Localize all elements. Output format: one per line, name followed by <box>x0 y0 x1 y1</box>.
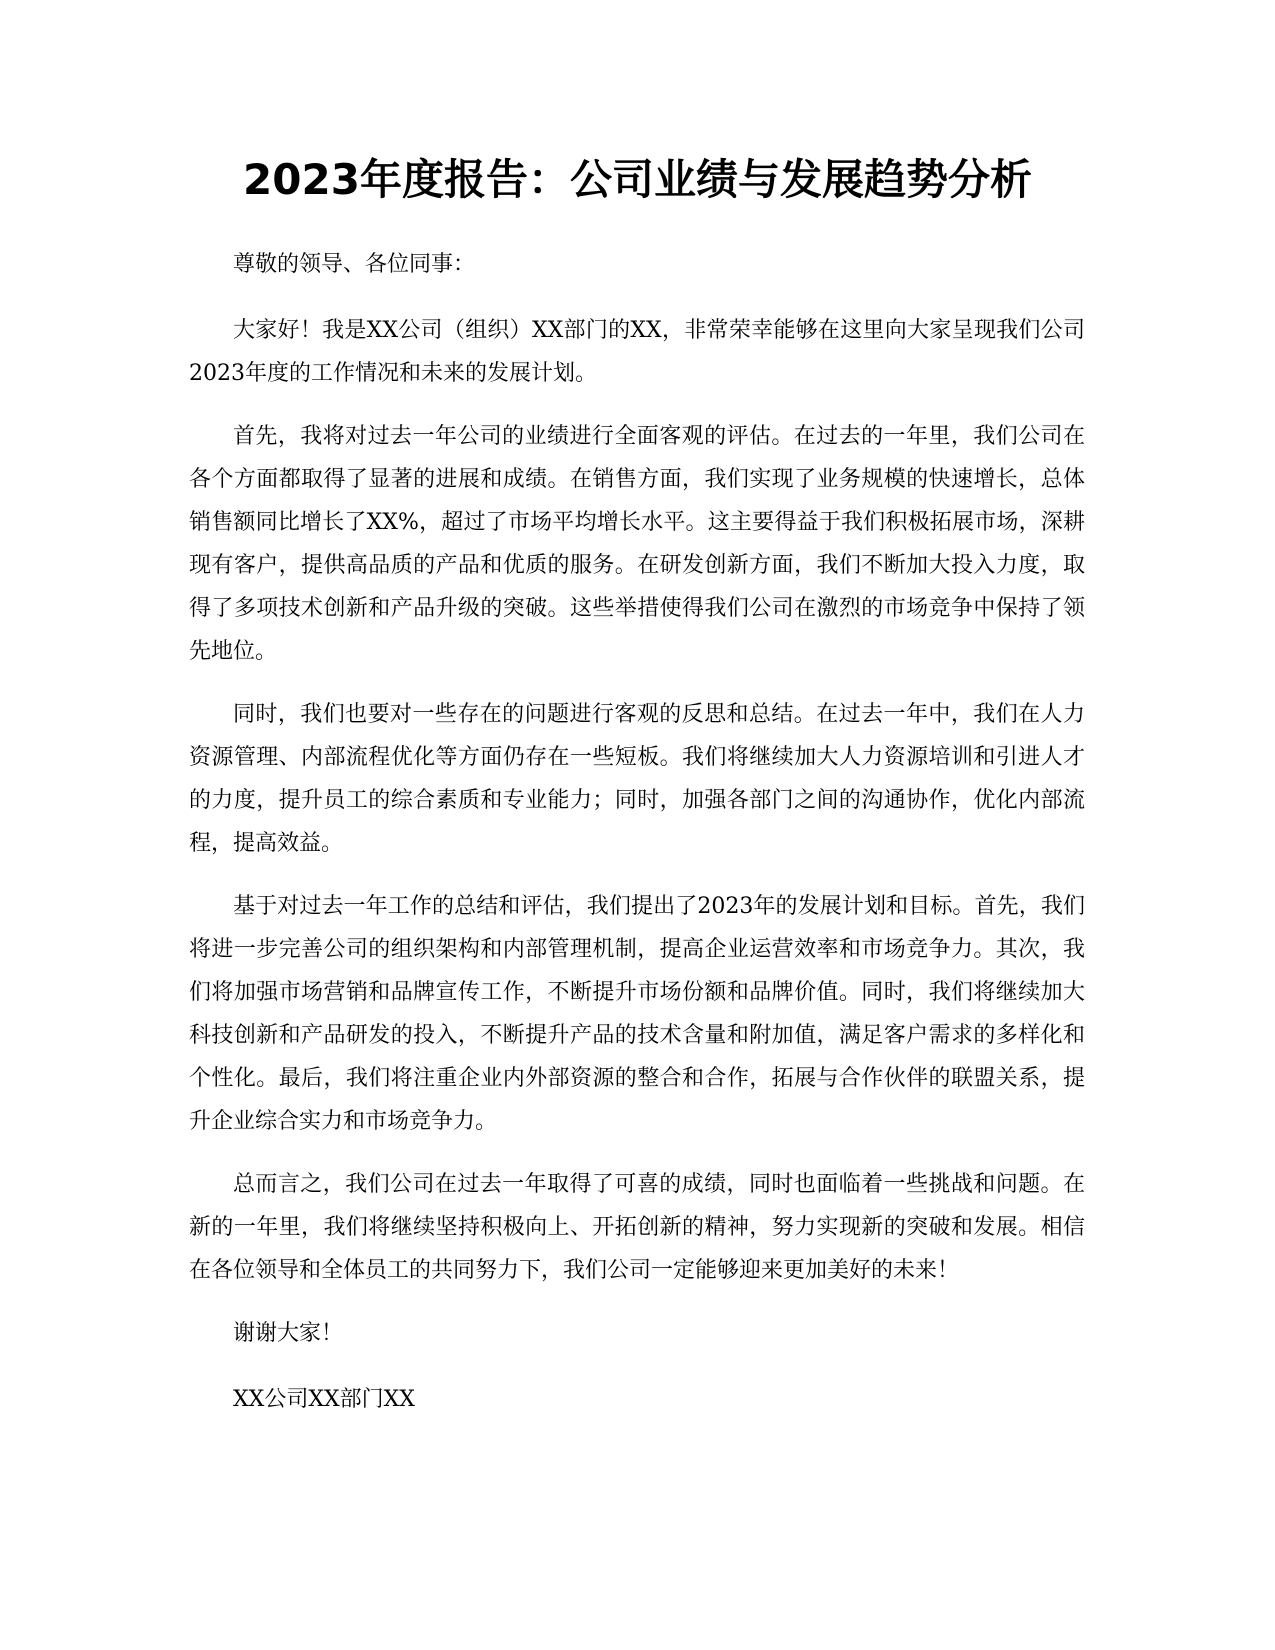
signature: XX公司XX部门XX <box>233 1387 415 1412</box>
closing-thanks: 谢谢大家！ <box>233 1321 344 1346</box>
paragraph-performance-review: 首先，我将对过去一年公司的业绩进行全面客观的评估。在过去的一年里，我们公司在各个方面都取得了显著的进展和成绩。在销售方面，我们实现了业务规模的快速增长，总体销售额同比增长了XX%，超过了市场平均增长水平。这主要得益于我们积极拓展市场，深耕现有客户，提供高品质的产品和优质的服务。在研发创新方面，我们不断加大投入力度，取得了多项技术创新和产品升级的突破。这些举措使得我们公司在激烈的市场竞争中保持了领先地位。 <box>189 424 1085 664</box>
paragraph-issues-reflection: 同时，我们也要对一些存在的问题进行客观的反思和总结。在过去一年中，我们在人力资源管理、内部流程优化等方面仍存在一些短板。我们将继续加大人力资源培训和引进人才的力度，提升员工的综合素质和专业能力；同时，加强各部门之间的沟通协作，优化内部流程，提高效益。 <box>189 702 1085 856</box>
paragraph-intro: 大家好！我是XX公司（组织）XX部门的XX，非常荣幸能够在这里向大家呈现我们公司2023年度的工作情况和未来的发展计划。 <box>189 318 1085 386</box>
paragraph-conclusion: 总而言之，我们公司在过去一年取得了可喜的成绩，同时也面临着一些挑战和问题。在新的一年里，我们将继续坚持积极向上、开拓创新的精神，努力实现新的突破和发展。相信在各位领导和全体员工的共同努力下，我们公司一定能够迎来更加美好的未来！ <box>189 1172 1085 1283</box>
salutation: 尊敬的领导、各位同事： <box>233 252 476 277</box>
document-body <box>189 243 1085 1444</box>
document-title: 2023年度报告：公司业绩与发展趋势分析 <box>243 155 1032 204</box>
paragraph-development-plan: 基于对过去一年工作的总结和评估，我们提出了2023年的发展计划和目标。首先，我们将进一步完善公司的组织架构和内部管理机制，提高企业运营效率和市场竞争力。其次，我们将加强市场营销和品牌宣传工作，不断提升市场份额和品牌价值。同时，我们将继续加大科技创新和产品研发的投入，不断提升产品的技术含量和附加值，满足客户需求的多样化和个性化。最后，我们将注重企业内外部资源的整合和合作，拓展与合作伙伴的联盟关系，提升企业综合实力和市场竞争力。 <box>189 894 1085 1134</box>
